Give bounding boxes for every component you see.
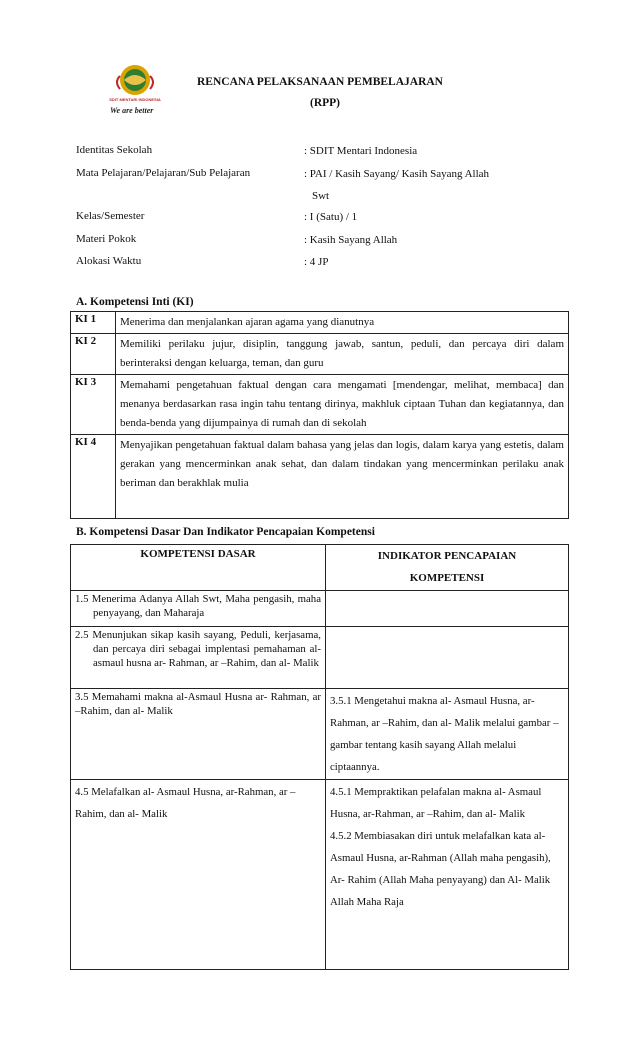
ki-label: KI 4 xyxy=(71,435,116,519)
kd-indicator: 3.5.1 Mengetahui makna al- Asmaul Husna, ar- Rahman, ar –Rahim, dan al- Malik melalui gambar – gambar tentang kasih sayang Allah melalui ciptaannya. xyxy=(330,695,559,773)
identity-value: : 4 JP xyxy=(304,256,329,268)
kd-indicator: 4.5.1 Mempraktikan pelafalan makna al- Asmaul Husna, ar-Rahman, ar –Rahim, dan al- Malik xyxy=(330,786,542,820)
kd-text: 3.5 Memahami makna al-Asmaul Husna ar- Rahman, ar –Rahim, dan al- Malik xyxy=(75,691,321,717)
identity-key: Alokasi Waktu xyxy=(76,255,142,267)
kd-table xyxy=(70,544,569,970)
kd-cell-right xyxy=(326,627,569,689)
kd-cell-right xyxy=(326,591,569,627)
ki-row xyxy=(71,435,569,519)
document-subtitle: (RPP) xyxy=(309,97,340,109)
identity-value: : I (Satu) / 1 xyxy=(304,211,358,223)
ki-label: KI 2 xyxy=(71,334,116,375)
identity-row xyxy=(76,144,576,164)
kd-cell-left xyxy=(71,780,326,970)
kd-cell-right xyxy=(326,780,569,970)
kd-header-right xyxy=(326,545,569,591)
kd-indicator: 4.5.2 Membiasakan diri untuk melafalkan kata al- Asmaul Husna, ar-Rahman (Allah maha pengasih), Ar- Rahim (Allah Maha penyayang) dan Al- Malik Allah Maha Raja xyxy=(330,830,551,908)
section-b-heading: B. Kompetensi Dasar Dan Indikator Pencapaian Kompetensi xyxy=(76,526,375,538)
kd-header-right-line: INDIKATOR PENCAPAIAN xyxy=(377,550,517,562)
section-a-heading: A. Kompetensi Inti (KI) xyxy=(76,296,194,308)
ki-label: KI 1 xyxy=(71,312,116,334)
identity-row xyxy=(76,167,576,211)
kd-cell-left xyxy=(71,627,326,689)
ki-row xyxy=(71,375,569,435)
identity-row xyxy=(76,210,576,230)
logo-tagline: We are better xyxy=(110,106,154,115)
kd-cell-left xyxy=(71,591,326,627)
kd-cell-left xyxy=(71,689,326,780)
identity-key: Kelas/Semester xyxy=(76,210,145,222)
identity-key: Materi Pokok xyxy=(76,233,137,245)
identity-value xyxy=(304,163,574,207)
identity-row xyxy=(76,255,576,275)
ki-text: Memahami pengetahuan faktual dengan cara mengamati [mendengar, melihat, membaca] dan menanya berdasarkan rasa ingin tahu tentang dirinya, makhluk ciptaan Tuhan dan kegiatannya, dan benda-benda yang dijumpainya di rumah dan di sekolah xyxy=(116,375,569,435)
kd-row xyxy=(71,591,569,627)
ki-text: Menyajikan pengetahuan faktual dalam bahasa yang jelas dan logis, dalam karya yang estetis, dalam gerakan yang mencerminkan anak sehat, dan dalam tindakan yang mencerminkan perilaku anak beriman dan berakhlak mulia xyxy=(116,435,569,519)
ki-row xyxy=(71,312,569,334)
identity-key: Mata Pelajaran/Pelajaran/Sub Pelajaran xyxy=(76,167,251,179)
kd-text: 2.5 Menunjukan sikap kasih sayang, Peduli, kerjasama, dan percaya diri sebagai implentasi pemahaman al- asmaul husna ar- Rahman, ar –Rahim, dan al- Malik xyxy=(75,629,321,669)
identity-value-line: Swt xyxy=(312,190,330,202)
kd-row xyxy=(71,627,569,689)
identity-value: : SDIT Mentari Indonesia xyxy=(304,145,418,157)
ki-row xyxy=(71,334,569,375)
identity-row xyxy=(76,233,576,253)
logo-name: SDIT MENTARI INDONESIA xyxy=(109,97,161,102)
school-logo xyxy=(104,62,166,120)
kd-header-row xyxy=(71,545,569,591)
ki-text: Memiliki perilaku jujur, disiplin, tanggung jawab, santun, peduli, dan percaya diri dalam berinteraksi dengan keluarga, teman, dan guru xyxy=(116,334,569,375)
identity-value-line: : PAI / Kasih Sayang/ Kasih Sayang Allah xyxy=(304,168,490,180)
ki-table xyxy=(70,311,569,519)
kd-row xyxy=(71,689,569,780)
kd-header-right-line: KOMPETENSI xyxy=(409,572,485,584)
ki-text: Menerima dan menjalankan ajaran agama yang dianutnya xyxy=(116,312,569,334)
ki-label: KI 3 xyxy=(71,375,116,435)
kd-cell-right xyxy=(326,689,569,780)
kd-row xyxy=(71,780,569,970)
kd-text: 4.5 Melafalkan al- Asmaul Husna, ar-Rahman, ar –Rahim, dan al- Malik xyxy=(75,786,296,820)
kd-header-left: KOMPETENSI DASAR xyxy=(71,545,326,591)
identity-key: Identitas Sekolah xyxy=(76,144,153,156)
kd-text: 1.5 Menerima Adanya Allah Swt, Maha pengasih, maha penyayang, dan Maharaja xyxy=(75,593,321,619)
identity-value: : Kasih Sayang Allah xyxy=(304,234,398,246)
document-title: RENCANA PELAKSANAAN PEMBELAJARAN xyxy=(197,76,443,88)
